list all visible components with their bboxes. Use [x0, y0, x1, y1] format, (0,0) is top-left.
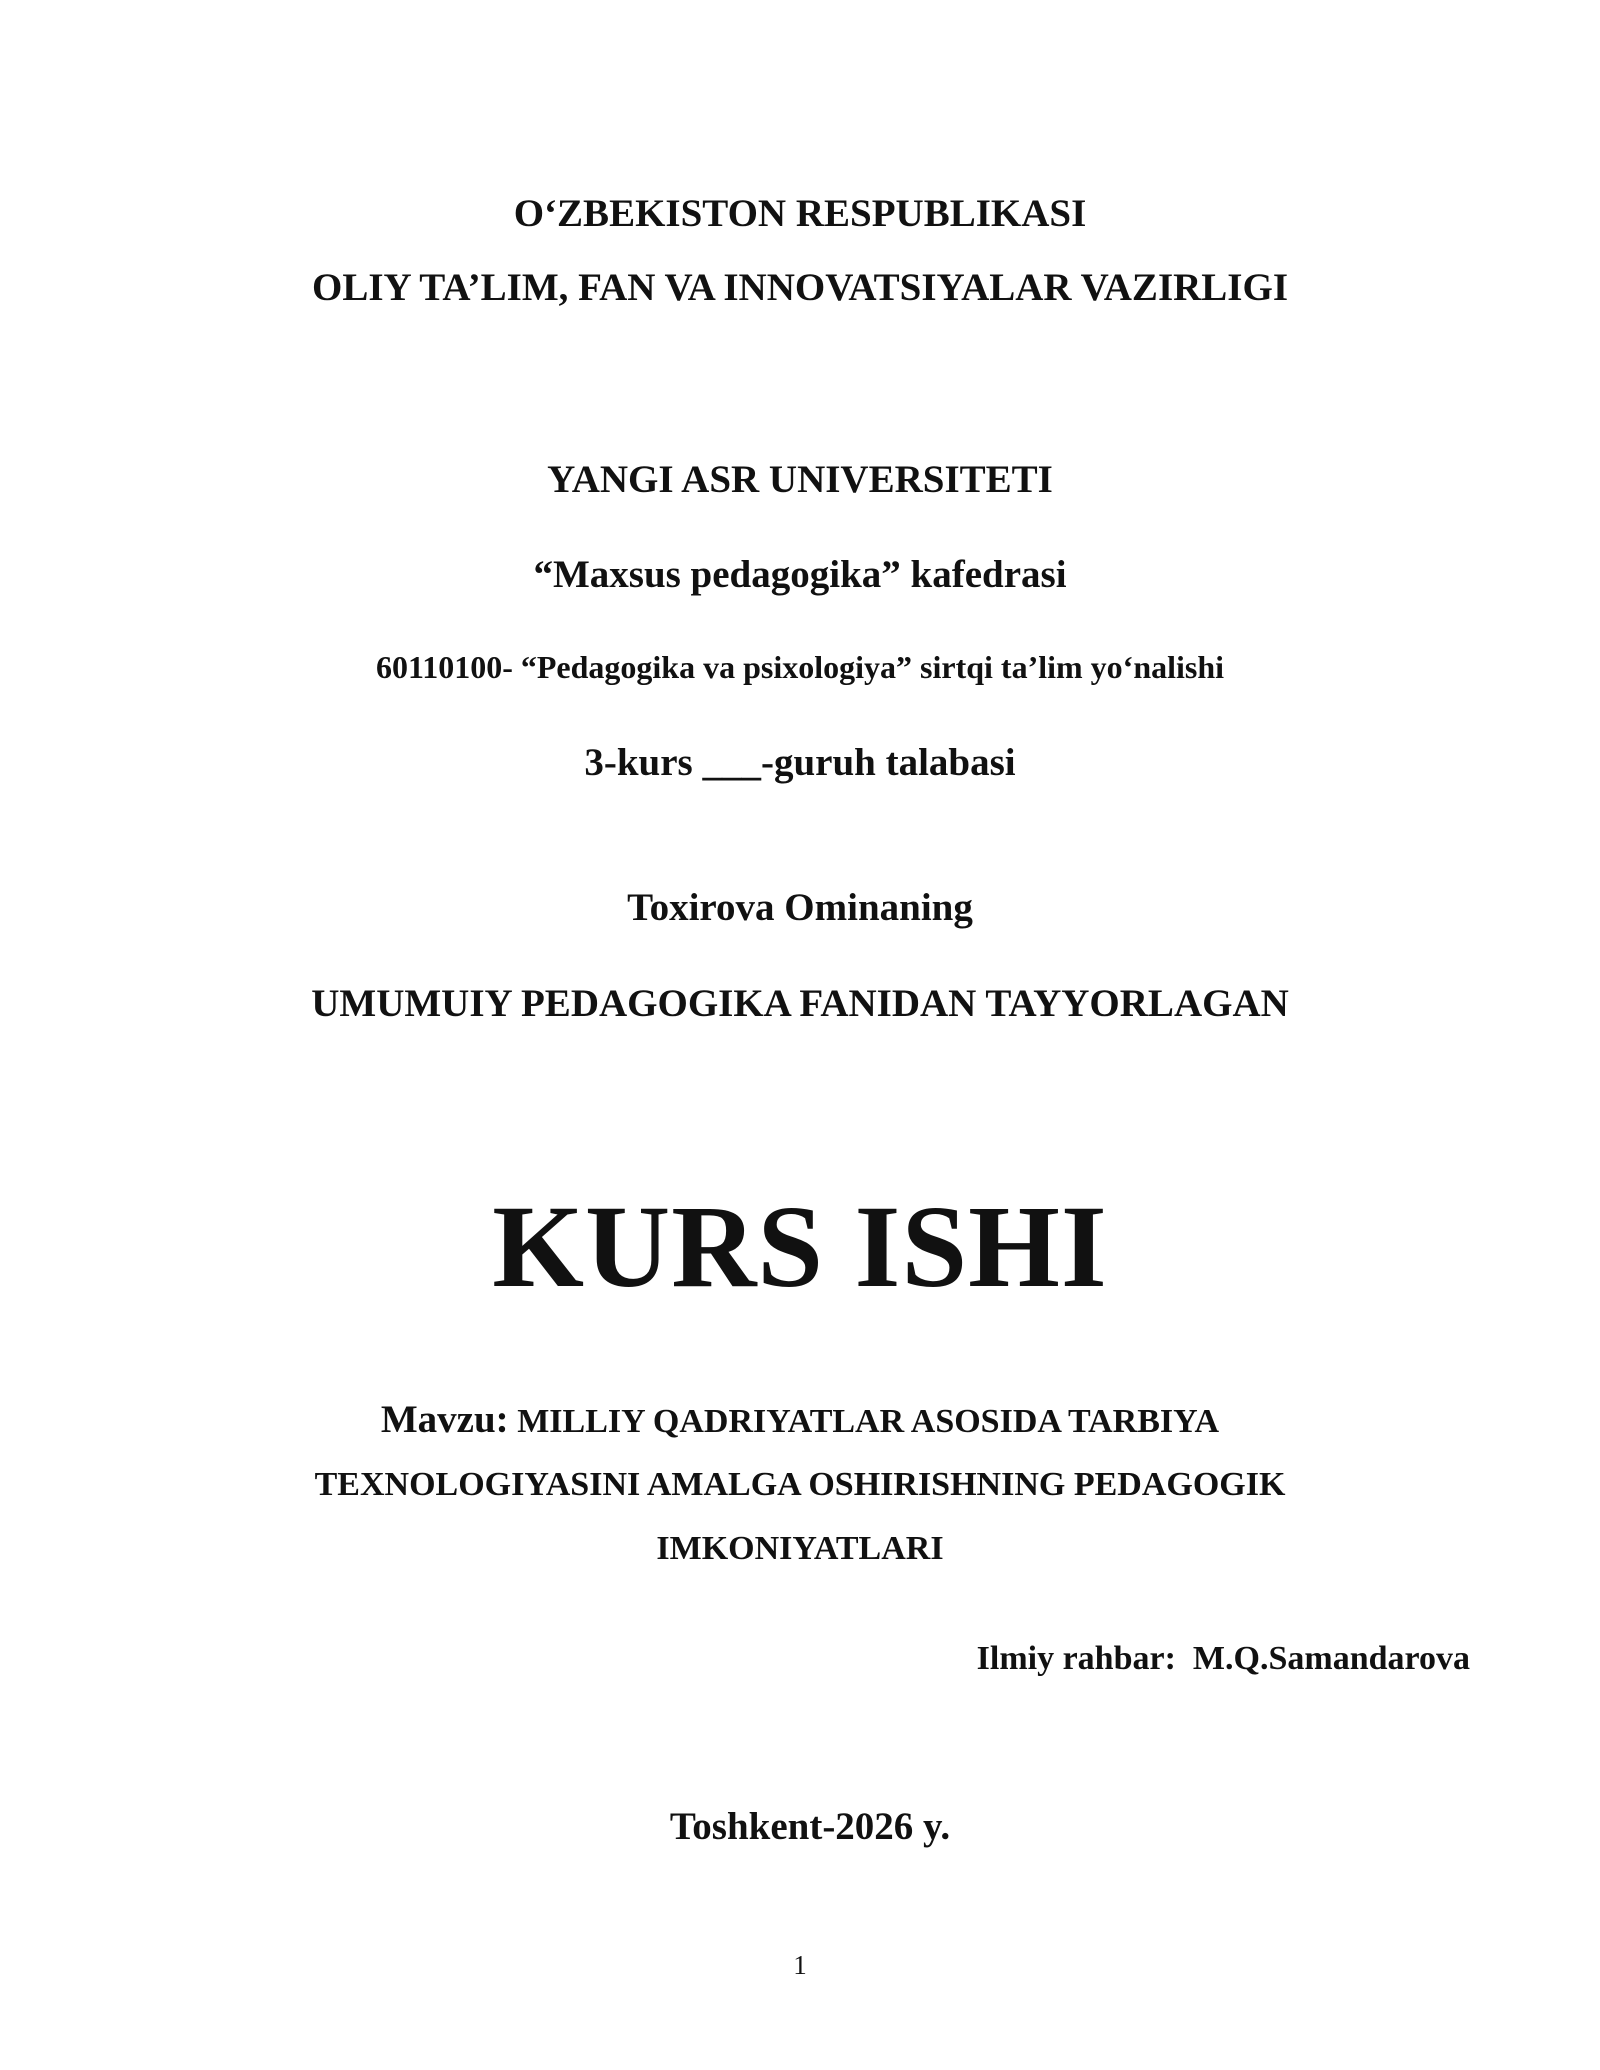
city-year: Toshkent-2026 y. — [669, 1805, 951, 1848]
ministry-heading: OLIY TA’LIM, FAN VA INNOVATSIYALAR VAZIRLIGI — [312, 266, 1288, 309]
country-heading: O‘ZBEKISTON RESPUBLIKASI — [513, 192, 1087, 235]
topic-text-1: MILLIY QADRIYATLAR ASOSIDA TARBIYA — [517, 1403, 1220, 1440]
page-number: 1 — [793, 1950, 807, 1980]
topic-prefix: Mavzu: — [380, 1398, 509, 1441]
department-name: “Maxsus pedagogika” kafedrasi — [533, 553, 1067, 596]
advisor-name: M.Q.Samandarova — [1192, 1640, 1470, 1677]
subject-line: UMUMUIY PEDAGOGIKA FANIDAN TAYYORLAGAN — [311, 982, 1289, 1025]
advisor-label: Ilmiy rahbar: — [976, 1640, 1176, 1677]
advisor-line — [977, 1642, 1470, 1676]
document-title: KURS ISHI — [492, 1181, 1108, 1312]
program-line: 60110100- “Pedagogika va psixologiya” sirtqi ta’lim yo‘nalishi — [375, 649, 1225, 685]
course-group-line: 3-kurs ___-guruh talabasi — [584, 741, 1016, 784]
topic-line-1 — [0, 1400, 1600, 1439]
university-name: YANGI ASR UNIVERSITETI — [547, 458, 1053, 501]
student-name: Toxirova Ominaning — [627, 886, 973, 929]
topic-line-2: TEXNOLOGIYASINI AMALGA OSHIRISHNING PEDAGOGIK — [314, 1466, 1286, 1503]
topic-line-3: IMKONIYATLARI — [656, 1530, 944, 1567]
